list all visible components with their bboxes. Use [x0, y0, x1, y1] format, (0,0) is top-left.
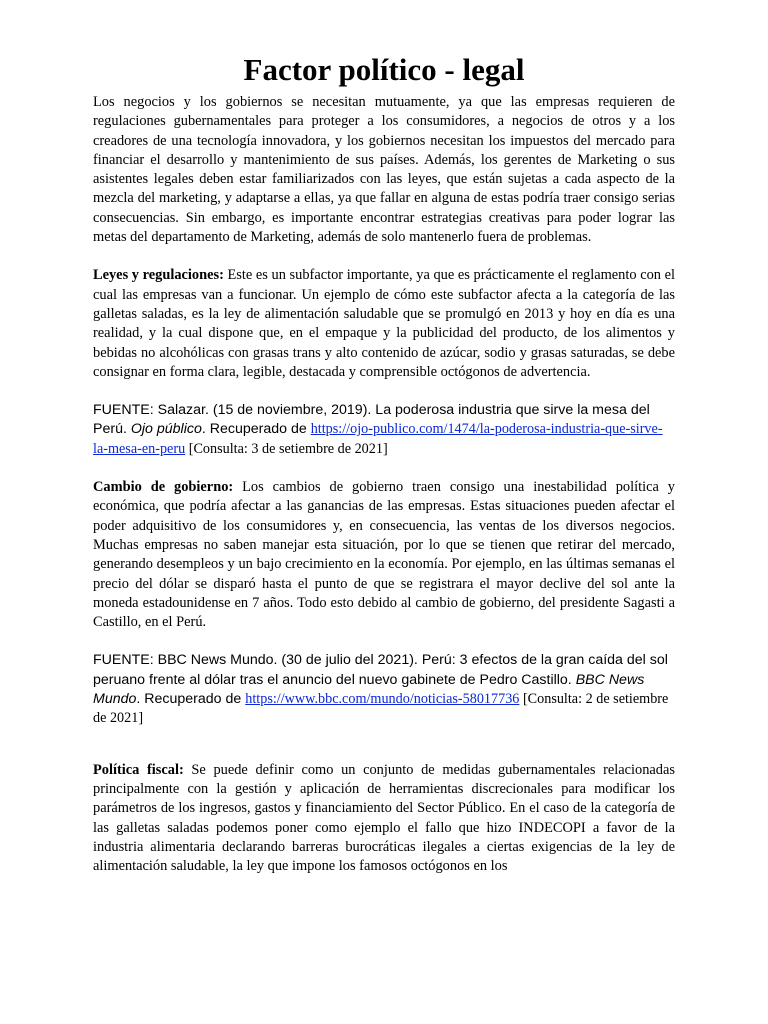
section-fiscal-paragraph	[93, 761, 675, 877]
page-title: Factor político - legal	[243, 52, 525, 87]
intro-paragraph: Los negocios y los gobiernos se necesitan mutuamente, ya que las empresas requieren de regulaciones gubernamentales para proteger a los consumidores, a negocios de otros y a los creadores de una tecnología innovadora, y los gobiernos necesitan los impuestos del mercado para financiar el desarrollo y mantenimiento de sus países. Además, los gerentes de Marketing o sus asistentes legales deben estar familiarizados con las leyes, que están sujetas a cada aspecto de la mezcla del marketing, y adaptarse a ellas, ya que fallar en alguna de estas podría traer consigo serias consecuencias. Sin embargo, es importante encontrar estrategias creativas para poder lograr las metas del departamento de Marketing, además de solo mantenerlo fuera de problemas.	[93, 94, 675, 246]
section-leyes-paragraph	[93, 266, 675, 382]
source-citation-2	[93, 651, 675, 728]
source-1-prefix: FUENTE: Salazar. (15 de noviembre, 2019). La poderosa industria que sirve la mesa del Perú.	[93, 402, 650, 438]
section-fiscal-heading: Política fiscal:	[93, 761, 184, 778]
source-1-consulta: [Consulta: 3 de setiembre de 2021]	[185, 440, 388, 457]
source-1-link[interactable]: https://ojo-publico.com/1474/la-poderosa-industria-que-sirve-la-mesa-en-peru	[93, 421, 663, 457]
source-1-mid: . Recuperado de	[201, 421, 311, 438]
source-citation-1	[93, 401, 675, 459]
section-leyes-body: Este es un subfactor importante, ya que es prácticamente el reglamento con el cual las empresas van a funcionar. Un ejemplo de cómo este subfactor afecta a la categoría de las galletas saladas, es la ley de alimentación saludable que se promulgó en 2013 y hoy en día es una realidad, y la cual dispone que, en el empaque y la publicidad del producto, de los alimentos y bebidas no alcohólicas con grasas trans y alto contenido de azúcar, sodio y grasas saturadas, se debe consignar en forma clara, legible, destacada y comprensible octógonos de advertencia.	[93, 267, 675, 380]
source-2-prefix: FUENTE: BBC News Mundo. (30 de julio del 2021). Perú: 3 efectos de la gran caída del sol peruano frente al dólar tras el anuncio del nuevo gabinete de Pedro Castillo.	[93, 652, 668, 688]
source-1-publication: Ojo público	[130, 421, 202, 438]
source-2-mid: . Recuperado de	[136, 691, 246, 708]
source-2-publication: BBC News Mundo	[93, 671, 645, 708]
source-2-link[interactable]: https://www.bbc.com/mundo/noticias-58017736	[245, 691, 520, 708]
section-cambio-paragraph	[93, 478, 675, 632]
section-fiscal-body: Se puede definir como un conjunto de medidas gubernamentales relacionadas principalmente con la gestión y aplicación de herramientas discrecionales para modificar los parámetros de los ingresos, gastos y financiamiento del Sector Público. En el caso de la categoría de las galletas saladas podemos poner como ejemplo el fallo que hizo INDECOPI a favor de la industria alimentaria declarando barreras burocráticas ilegales a ciertas exigencias de la ley de alimentación saludable, la ley que impone los famosos octógonos en los	[93, 761, 675, 875]
source-2-consulta: [Consulta: 2 de setiembre de 2021]	[93, 691, 669, 727]
section-cambio-heading: Cambio de gobierno:	[93, 479, 234, 496]
section-leyes-heading: Leyes y regulaciones:	[93, 267, 224, 284]
section-cambio-body: Los cambios de gobierno traen consigo una inestabilidad política y económica, que podría afectar a las ganancias de las empresas. Estas situaciones pueden afectar el poder adquisitivo de los consumidores y, en consecuencia, las ventas de los diversos negocios. Muchas empresas no saben manejar esta situación, por lo que se tienen que retirar del mercado, generando desempleos y un bajo crecimiento en la economía. Por ejemplo, en las últimas semanas el precio del dólar se disparó hasta el punto de que se registrara el mayor declive del sol ante la moneda estadounidense en 7 años. Todo esto debido al cambio de gobierno, del presidente Sagasti a Castillo, en el Perú.	[93, 479, 675, 631]
